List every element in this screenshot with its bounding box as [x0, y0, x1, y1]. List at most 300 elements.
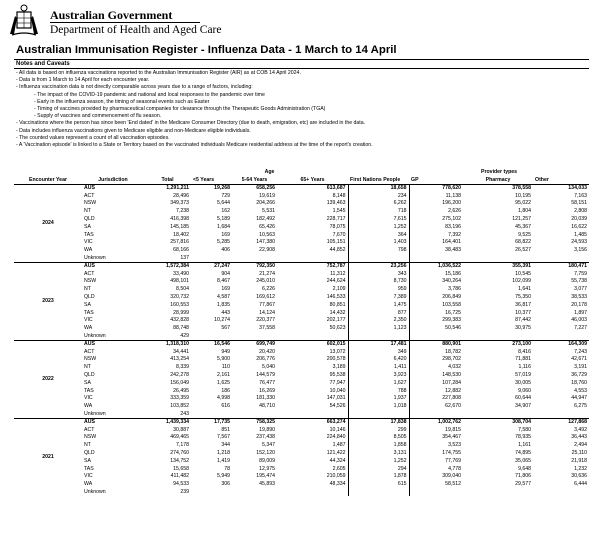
value-cell: 62,670	[409, 403, 463, 411]
value-cell: 1,403	[348, 239, 409, 247]
jurisdiction-cell: AUS	[82, 419, 144, 427]
value-cell: 10,146	[329, 426, 346, 433]
value-cell: 160,553	[170, 301, 190, 308]
value-cell: 758,325	[232, 419, 277, 427]
value-cell	[463, 333, 533, 341]
value-cell: 10,040	[329, 387, 346, 394]
table-row	[14, 185, 589, 193]
value-cell: 1,161	[518, 442, 532, 449]
value-cell: 275,102	[409, 216, 463, 224]
value-cell: 432,828	[170, 317, 190, 324]
value-cell: 1,411	[348, 364, 409, 372]
value-cell	[409, 489, 463, 497]
value-cell: 14,124	[259, 309, 276, 316]
value-cell: 156,049	[170, 379, 190, 386]
value-cell: 210,059	[326, 473, 346, 480]
jurisdiction-cell: TAS	[84, 465, 94, 472]
value-cell: 242,278	[170, 372, 190, 379]
value-cell: 16,622	[571, 223, 588, 230]
column-header: Total	[144, 177, 191, 185]
value-cell	[277, 489, 348, 497]
value-cell: 18,782	[409, 348, 463, 356]
value-cell: 1,002,762	[409, 419, 463, 427]
coat-of-arms-icon	[6, 4, 42, 38]
value-cell: 298,702	[409, 356, 463, 364]
table-row	[14, 302, 589, 310]
value-cell: 10,274	[214, 317, 231, 324]
value-cell: 1,545	[332, 208, 346, 215]
value-cell: 182,492	[256, 216, 276, 223]
table-row	[14, 380, 589, 388]
value-cell: 5,347	[262, 442, 276, 449]
value-cell	[277, 333, 348, 341]
table-row	[14, 450, 589, 458]
value-cell: 26,527	[515, 247, 532, 254]
value-cell: 8,339	[176, 364, 190, 371]
value-cell: 77,947	[329, 379, 346, 386]
table-row	[14, 473, 589, 481]
table-row	[14, 317, 589, 325]
value-cell: 333,359	[170, 395, 190, 402]
value-cell	[533, 489, 589, 497]
value-cell: 164,309	[533, 341, 589, 349]
value-cell: 20,039	[571, 216, 588, 223]
value-cell: 186	[221, 387, 231, 394]
table-row	[14, 286, 589, 294]
value-cell: 7,567	[217, 434, 231, 441]
column-header: Other	[533, 177, 589, 185]
table-row	[14, 231, 589, 239]
table-row	[14, 270, 589, 278]
value-cell: 7,389	[348, 294, 409, 302]
value-cell	[191, 333, 232, 341]
government-name: Australian Government	[50, 8, 173, 22]
note-line: - The counted values represent a count of all vaccination episodes.	[16, 134, 170, 141]
jurisdiction-cell: VIC	[84, 395, 93, 402]
value-cell: 50,623	[329, 325, 346, 332]
value-cell	[533, 333, 589, 341]
jurisdiction-cell: VIC	[84, 239, 93, 246]
value-cell: 2,109	[332, 286, 346, 293]
table-row	[14, 348, 589, 356]
value-cell: 355,391	[463, 263, 533, 271]
value-cell: 36,817	[515, 301, 532, 308]
value-cell: 18,402	[173, 231, 190, 238]
value-cell: 44,852	[329, 247, 346, 254]
note-line: - Data is from 1 March to 14 April for each encounter year.	[16, 77, 150, 84]
table-row	[14, 247, 589, 255]
table-row	[14, 442, 589, 450]
value-cell: 880,901	[409, 341, 463, 349]
header-rule	[50, 22, 200, 23]
value-cell: 74,895	[515, 449, 532, 456]
value-cell: 658,256	[232, 185, 277, 193]
value-cell: 299,383	[409, 317, 463, 325]
value-cell: 2,350	[348, 317, 409, 325]
jurisdiction-cell: ACT	[84, 270, 95, 277]
value-cell: 121,257	[512, 216, 532, 223]
table-row	[14, 239, 589, 247]
value-cell: 204,266	[256, 200, 276, 207]
value-cell: 7,163	[574, 192, 588, 199]
value-cell	[463, 411, 533, 419]
value-cell: 234	[348, 192, 409, 200]
jurisdiction-cell: TAS	[84, 387, 94, 394]
value-cell: 1,475	[348, 302, 409, 310]
value-cell: 134,033	[533, 185, 589, 193]
jurisdiction-cell: SA	[84, 301, 91, 308]
jurisdiction-cell: QLD	[84, 294, 95, 301]
table-row	[14, 387, 589, 395]
value-cell: 1,572,384	[144, 263, 191, 271]
value-cell: 349	[348, 348, 409, 356]
jurisdiction-cell: TAS	[84, 309, 94, 316]
value-cell: 320,732	[170, 294, 190, 301]
value-cell: 196,200	[409, 200, 463, 208]
value-cell: 340,264	[409, 278, 463, 286]
value-cell: 7,759	[574, 270, 588, 277]
value-cell: 147,031	[326, 395, 346, 402]
influenza-data-table	[14, 169, 589, 496]
note-line: - All data is based on influenza vaccinations reported to the Australian Immunisation Register (AIR) as at COB 14 April 2024.	[16, 70, 301, 76]
value-cell: 45,893	[259, 481, 276, 488]
value-cell: 239	[180, 488, 190, 495]
table-row	[14, 489, 589, 497]
value-cell: 145,185	[170, 223, 190, 230]
value-cell: 1,419	[217, 457, 231, 464]
value-cell: 406	[221, 247, 231, 254]
value-cell: 309,040	[409, 473, 463, 481]
value-cell: 306	[221, 481, 231, 488]
column-header: 5-64 Years	[232, 177, 277, 185]
value-cell: 1,291,211	[144, 185, 191, 193]
value-cell: 10,563	[259, 231, 276, 238]
value-cell	[463, 489, 533, 497]
table-row	[14, 208, 589, 216]
value-cell: 7,238	[176, 208, 190, 215]
table-row	[14, 192, 589, 200]
value-cell: 36,443	[571, 434, 588, 441]
value-cell	[191, 489, 232, 497]
value-cell: 8,505	[348, 434, 409, 442]
value-cell: 1,878	[348, 473, 409, 481]
value-cell: 11,138	[409, 192, 463, 200]
encounter-year-cell: 2023	[14, 263, 82, 341]
note-line: - Vaccinations where the person has since been 'End dated' in the Medicare Consumer Directory (due to death, emigration, etc) are included in the data.	[16, 120, 366, 127]
value-cell: 12,882	[409, 387, 463, 395]
value-cell	[232, 255, 277, 263]
value-cell: 36,729	[571, 372, 588, 379]
value-cell: 110	[221, 364, 231, 371]
value-cell: 71,806	[515, 473, 532, 480]
value-cell: 68,822	[515, 239, 532, 246]
value-cell: 237,438	[256, 434, 276, 441]
value-cell: 144,579	[256, 372, 276, 379]
value-cell: 15,186	[409, 270, 463, 278]
column-header: Jurisdiction	[82, 177, 144, 185]
value-cell: 94,533	[173, 481, 190, 488]
value-cell: 1,858	[348, 442, 409, 450]
value-cell: 5,531	[262, 208, 276, 215]
jurisdiction-cell: NT	[84, 286, 91, 293]
value-cell: 29,577	[515, 481, 532, 488]
table-row	[14, 341, 589, 349]
value-cell: 19,268	[191, 185, 232, 193]
jurisdiction-cell: WA	[84, 403, 93, 410]
value-cell	[348, 333, 409, 341]
value-cell: 57,019	[515, 372, 532, 379]
value-cell: 164,401	[409, 239, 463, 247]
jurisdiction-cell: NSW	[84, 434, 97, 441]
value-cell: 6,420	[348, 356, 409, 364]
table-row	[14, 426, 589, 434]
value-cell: 19,890	[259, 426, 276, 433]
value-cell: 5,644	[217, 200, 231, 207]
value-cell: 17,838	[348, 419, 409, 427]
value-cell: 2,494	[574, 442, 588, 449]
value-cell: 429	[180, 332, 190, 339]
value-cell: 1,318,310	[144, 341, 191, 349]
value-cell: 10,377	[515, 309, 532, 316]
jurisdiction-cell: AUS	[82, 263, 144, 271]
value-cell: 30,636	[571, 473, 588, 480]
value-cell: 7,178	[176, 442, 190, 449]
value-cell: 5,040	[262, 364, 276, 371]
value-cell: 147,380	[256, 239, 276, 246]
value-cell: 1,485	[574, 231, 588, 238]
value-cell: 169	[221, 286, 231, 293]
value-cell: 7,615	[348, 216, 409, 224]
encounter-year-cell: 2021	[14, 419, 82, 497]
value-cell: 127,868	[533, 419, 589, 427]
value-cell: 95,022	[515, 200, 532, 207]
value-cell: 308,704	[463, 419, 533, 427]
value-cell: 227,808	[409, 395, 463, 403]
table-row	[14, 356, 589, 364]
value-cell: 1,018	[348, 403, 409, 411]
value-cell: 378,558	[463, 185, 533, 193]
value-cell: 663,274	[277, 419, 348, 427]
value-cell	[277, 255, 348, 263]
value-cell: 19,619	[259, 192, 276, 199]
value-cell: 37,558	[259, 325, 276, 332]
value-cell: 18,658	[348, 185, 409, 193]
value-cell: 1,218	[217, 449, 231, 456]
value-cell: 274,760	[170, 449, 190, 456]
value-cell: 80,851	[329, 301, 346, 308]
value-cell: 615	[348, 481, 409, 489]
value-cell: 1,252	[348, 457, 409, 465]
value-cell: 6,275	[574, 403, 588, 410]
table-row	[14, 411, 589, 419]
value-cell: 3,191	[574, 364, 588, 371]
value-cell: 5,285	[217, 239, 231, 246]
value-cell: 174,755	[409, 450, 463, 458]
value-cell: 65,426	[259, 223, 276, 230]
value-cell: 50,546	[409, 325, 463, 333]
value-cell: 4,587	[217, 294, 231, 301]
jurisdiction-cell: Unknown	[84, 488, 106, 495]
value-cell: 5,900	[217, 356, 231, 363]
value-cell: 959	[348, 286, 409, 294]
value-cell: 24,593	[571, 239, 588, 246]
value-cell: 68,166	[173, 247, 190, 254]
value-cell: 3,923	[348, 372, 409, 380]
value-cell: 294	[348, 465, 409, 473]
value-cell: 148,530	[409, 372, 463, 380]
note-line: - The impact of the COVID-19 pandemic and national and local responses to the pandemic over time	[34, 91, 265, 98]
value-cell: 10,195	[515, 192, 532, 199]
value-cell: 1,625	[217, 379, 231, 386]
jurisdiction-cell: ACT	[84, 348, 95, 355]
value-cell: 22,908	[259, 247, 276, 254]
notes-heading: Notes and Caveats	[14, 60, 589, 69]
value-cell: 3,156	[574, 247, 588, 254]
value-cell	[277, 411, 348, 419]
value-cell: 77,769	[409, 457, 463, 465]
value-cell: 6,226	[262, 286, 276, 293]
column-header: GP	[409, 177, 463, 185]
value-cell: 34,441	[173, 348, 190, 355]
value-cell: 788	[348, 387, 409, 395]
value-cell: 1,937	[348, 395, 409, 403]
value-cell: 3,131	[348, 450, 409, 458]
value-cell: 38,533	[571, 294, 588, 301]
value-cell: 1,036,522	[409, 263, 463, 271]
value-cell: 2,605	[332, 465, 346, 472]
value-cell: 904	[221, 270, 231, 277]
value-cell: 14,432	[329, 309, 346, 316]
value-cell: 105,151	[326, 239, 346, 246]
jurisdiction-cell: ACT	[84, 192, 95, 199]
value-cell: 121,422	[326, 449, 346, 456]
value-cell: 1,897	[574, 309, 588, 316]
value-cell: 273,100	[463, 341, 533, 349]
value-cell: 78	[224, 465, 231, 472]
value-cell: 7,580	[518, 426, 532, 433]
value-cell: 16,725	[409, 309, 463, 317]
value-cell: 1,116	[518, 364, 532, 371]
jurisdiction-cell: WA	[84, 325, 93, 332]
value-cell: 44,324	[329, 457, 346, 464]
value-cell: 2,808	[574, 208, 588, 215]
value-cell: 20,420	[259, 348, 276, 355]
value-cell: 7,227	[574, 325, 588, 332]
value-cell: 34,907	[515, 403, 532, 410]
jurisdiction-cell: TAS	[84, 231, 94, 238]
value-cell: 1,641	[518, 286, 532, 293]
value-cell: 220,377	[256, 317, 276, 324]
value-cell: 7,392	[409, 231, 463, 239]
value-cell: 299	[348, 426, 409, 434]
value-cell	[232, 333, 277, 341]
value-cell: 89,009	[259, 457, 276, 464]
value-cell: 38,483	[409, 247, 463, 255]
table-row	[14, 309, 589, 317]
value-cell: 15,658	[173, 465, 190, 472]
table-row	[14, 372, 589, 380]
value-cell: 729	[221, 192, 231, 199]
value-cell	[348, 255, 409, 263]
value-cell: 243	[180, 410, 190, 417]
value-cell: 798	[348, 247, 409, 255]
table-row	[14, 364, 589, 372]
notes-list	[14, 70, 589, 149]
jurisdiction-cell: AUS	[82, 185, 144, 193]
value-cell: 71,881	[515, 356, 532, 363]
value-cell: 45,367	[515, 223, 532, 230]
value-cell: 17,735	[191, 419, 232, 427]
department-name: Department of Health and Aged Care	[50, 24, 222, 36]
value-cell: 1,804	[518, 208, 532, 215]
value-cell: 4,998	[217, 395, 231, 402]
value-cell: 169,612	[256, 294, 276, 301]
value-cell: 78,935	[515, 434, 532, 441]
value-cell: 498,101	[170, 278, 190, 285]
value-cell: 206,849	[409, 294, 463, 302]
value-cell: 195,474	[256, 473, 276, 480]
value-cell: 1,835	[217, 301, 231, 308]
age-group-header: Age	[264, 169, 275, 176]
value-cell: 48,334	[329, 481, 346, 488]
value-cell: 949	[221, 348, 231, 355]
value-cell: 10,545	[515, 270, 532, 277]
value-cell: 8,148	[332, 192, 346, 199]
value-cell: 23,256	[348, 263, 409, 271]
value-cell: 567	[221, 325, 231, 332]
value-cell: 202,177	[326, 317, 346, 324]
jurisdiction-cell: QLD	[84, 449, 95, 456]
value-cell: 146,533	[326, 294, 346, 301]
value-cell: 718	[348, 208, 409, 216]
value-cell: 11,312	[330, 270, 346, 277]
jurisdiction-cell: NSW	[84, 200, 97, 207]
value-cell: 9,060	[518, 387, 532, 394]
value-cell: 95,538	[329, 372, 346, 379]
value-cell: 28,496	[173, 192, 190, 199]
jurisdiction-cell: Unknown	[84, 410, 106, 417]
value-cell: 87,442	[515, 317, 532, 324]
value-cell: 792,350	[232, 263, 277, 271]
value-cell: 137	[180, 254, 190, 261]
value-cell: 224,840	[326, 434, 346, 441]
value-cell: 602,015	[277, 341, 348, 349]
jurisdiction-cell: Unknown	[84, 254, 106, 261]
value-cell	[409, 411, 463, 419]
value-cell	[533, 411, 589, 419]
jurisdiction-cell: NT	[84, 364, 91, 371]
value-cell: 17,481	[348, 341, 409, 349]
value-cell: 48,710	[259, 403, 276, 410]
encounter-year-cell: 2024	[14, 185, 82, 263]
value-cell: 44,947	[571, 395, 588, 402]
page-title: Australian Immunisation Register - Influenza Data - 1 March to 14 April	[14, 44, 589, 60]
note-line: - A 'Vaccination episode' is linked to a State or Territory based on the vaccinated individuals Medicare residential address at the time of the report's creation.	[16, 142, 373, 149]
value-cell: 413,254	[170, 356, 190, 363]
value-cell: 28,999	[173, 309, 190, 316]
table-row	[14, 278, 589, 286]
value-cell: 16,269	[259, 387, 276, 394]
value-cell	[409, 333, 463, 341]
value-cell	[232, 411, 277, 419]
table-row	[14, 294, 589, 302]
value-cell: 8,467	[217, 278, 231, 285]
value-cell: 416,398	[170, 216, 190, 223]
value-cell	[348, 489, 409, 497]
table-row	[14, 434, 589, 442]
value-cell: 20,178	[571, 301, 588, 308]
value-cell: 107,284	[409, 380, 463, 388]
